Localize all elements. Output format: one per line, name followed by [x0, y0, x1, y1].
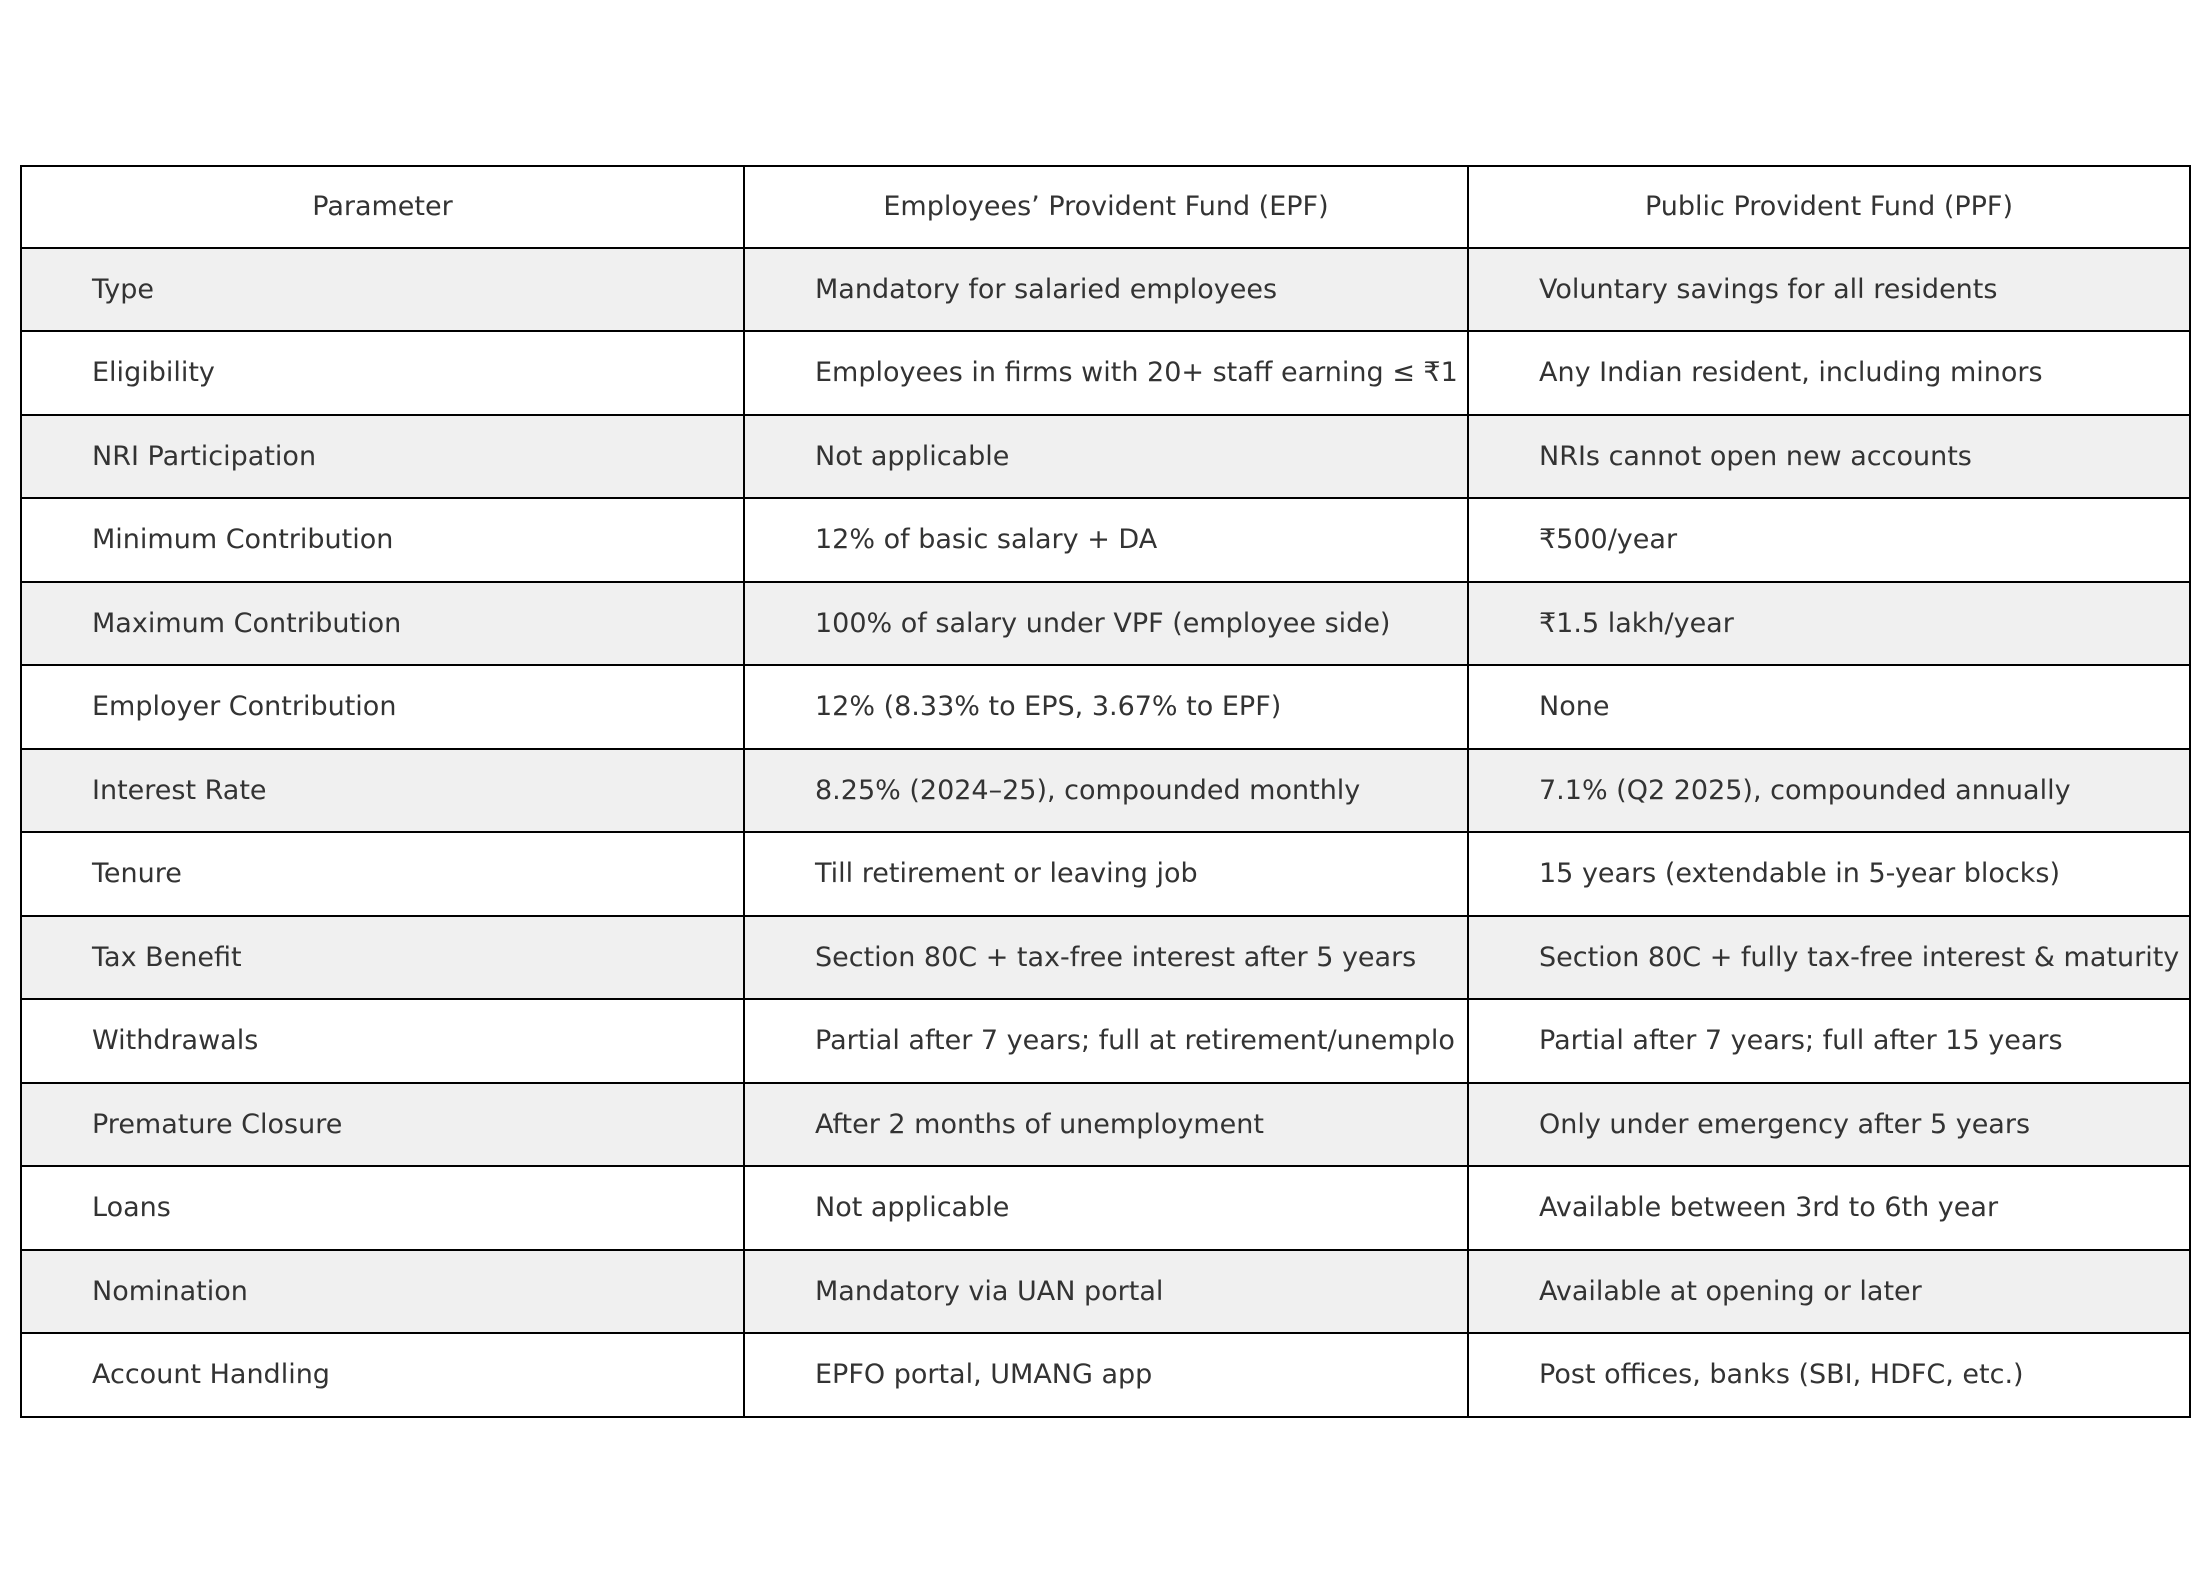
parameter-cell-text: Type — [92, 273, 155, 305]
epf-cell-text: Mandatory via UAN portal — [815, 1275, 1164, 1307]
parameter-cell — [20, 249, 745, 333]
ppf-cell — [1467, 499, 2191, 583]
table-row — [20, 583, 2191, 667]
ppf-cell — [1467, 1251, 2191, 1335]
epf-cell-text: Partial after 7 years; full at retirement/unemplo — [815, 1025, 1455, 1057]
epf-cell — [743, 416, 1469, 500]
epf-cell-text: After 2 months of unemployment — [815, 1108, 1264, 1140]
ppf-cell — [1467, 1334, 2191, 1418]
parameter-cell — [20, 1084, 745, 1168]
table-row — [20, 416, 2191, 500]
parameter-cell — [20, 1000, 745, 1084]
ppf-cell-text: None — [1539, 691, 1610, 723]
table-row — [20, 249, 2191, 333]
epf-cell — [743, 917, 1469, 1001]
ppf-cell — [1467, 332, 2191, 416]
ppf-cell — [1467, 249, 2191, 333]
header-label: Parameter — [312, 191, 453, 223]
comparison-table — [20, 165, 2191, 1418]
parameter-cell — [20, 833, 745, 917]
epf-cell-text: 12% (8.33% to EPS, 3.67% to EPF) — [815, 691, 1282, 723]
parameter-cell-text: Nomination — [92, 1275, 248, 1307]
table-body — [20, 249, 2191, 1418]
ppf-cell — [1467, 416, 2191, 500]
epf-cell — [743, 1251, 1469, 1335]
epf-cell-text: Till retirement or leaving job — [815, 858, 1198, 890]
ppf-cell-text: 7.1% (Q2 2025), compounded annually — [1539, 774, 2071, 806]
parameter-cell — [20, 1167, 745, 1251]
parameter-cell — [20, 917, 745, 1001]
epf-cell-text: Not applicable — [815, 1192, 1010, 1224]
header-cell-parameter — [20, 165, 745, 249]
epf-cell-text: Not applicable — [815, 440, 1010, 472]
header-cell-epf — [743, 165, 1469, 249]
epf-cell-text: Section 80C + tax-free interest after 5 years — [815, 941, 1417, 973]
epf-cell — [743, 1167, 1469, 1251]
table-row — [20, 1000, 2191, 1084]
table-row — [20, 750, 2191, 834]
ppf-cell — [1467, 833, 2191, 917]
parameter-cell — [20, 666, 745, 750]
ppf-cell-text: Partial after 7 years; full after 15 years — [1539, 1025, 2063, 1057]
ppf-cell-text: Available at opening or later — [1539, 1275, 1922, 1307]
parameter-cell-text: Interest Rate — [92, 774, 267, 806]
header-label: Public Provident Fund (PPF) — [1645, 191, 2013, 223]
ppf-cell-text: Section 80C + fully tax-free interest & maturity — [1539, 941, 2180, 973]
ppf-cell — [1467, 917, 2191, 1001]
ppf-cell — [1467, 750, 2191, 834]
parameter-cell-text: Employer Contribution — [92, 691, 397, 723]
parameter-cell-text: Loans — [92, 1192, 171, 1224]
ppf-cell — [1467, 666, 2191, 750]
table-row — [20, 1084, 2191, 1168]
ppf-cell-text: NRIs cannot open new accounts — [1539, 440, 1972, 472]
table-row — [20, 1334, 2191, 1418]
parameter-cell-text: Premature Closure — [92, 1108, 343, 1140]
epf-cell — [743, 332, 1469, 416]
parameter-cell — [20, 1251, 745, 1335]
epf-cell-text: EPFO portal, UMANG app — [815, 1359, 1153, 1391]
epf-cell-text: 12% of basic salary + DA — [815, 524, 1158, 556]
epf-cell-text: 8.25% (2024–25), compounded monthly — [815, 774, 1361, 806]
table-row — [20, 1251, 2191, 1335]
epf-cell — [743, 833, 1469, 917]
table-row — [20, 666, 2191, 750]
epf-cell-text: Employees in firms with 20+ staff earning ≤ ₹1 — [815, 357, 1458, 389]
epf-cell — [743, 583, 1469, 667]
epf-cell — [743, 499, 1469, 583]
parameter-cell-text: Eligibility — [92, 357, 215, 389]
epf-cell-text: Mandatory for salaried employees — [815, 273, 1278, 305]
epf-cell — [743, 1000, 1469, 1084]
table-row — [20, 499, 2191, 583]
parameter-cell — [20, 750, 745, 834]
ppf-cell-text: ₹1.5 lakh/year — [1539, 607, 1734, 639]
parameter-cell-text: Tenure — [92, 858, 182, 890]
epf-cell — [743, 249, 1469, 333]
ppf-cell — [1467, 583, 2191, 667]
ppf-cell-text: Post offices, banks (SBI, HDFC, etc.) — [1539, 1359, 2024, 1391]
epf-cell — [743, 750, 1469, 834]
parameter-cell — [20, 583, 745, 667]
parameter-cell-text: NRI Participation — [92, 440, 317, 472]
table-header-row — [20, 165, 2191, 249]
parameter-cell-text: Account Handling — [92, 1359, 330, 1391]
ppf-cell-text: Available between 3rd to 6th year — [1539, 1192, 1999, 1224]
epf-cell — [743, 666, 1469, 750]
ppf-cell-text: ₹500/year — [1539, 524, 1678, 556]
parameter-cell — [20, 416, 745, 500]
parameter-cell-text: Tax Benefit — [92, 941, 242, 973]
table-row — [20, 917, 2191, 1001]
table-row — [20, 833, 2191, 917]
epf-cell — [743, 1334, 1469, 1418]
ppf-cell-text: Only under emergency after 5 years — [1539, 1108, 2031, 1140]
parameter-cell-text: Maximum Contribution — [92, 607, 402, 639]
epf-cell-text: 100% of salary under VPF (employee side) — [815, 607, 1391, 639]
parameter-cell-text: Withdrawals — [92, 1025, 259, 1057]
header-cell-ppf — [1467, 165, 2191, 249]
parameter-cell — [20, 332, 745, 416]
parameter-cell — [20, 499, 745, 583]
table-row — [20, 332, 2191, 416]
ppf-cell-text: 15 years (extendable in 5-year blocks) — [1539, 858, 2061, 890]
ppf-cell — [1467, 1084, 2191, 1168]
ppf-cell — [1467, 1167, 2191, 1251]
parameter-cell — [20, 1334, 745, 1418]
ppf-cell-text: Any Indian resident, including minors — [1539, 357, 2043, 389]
epf-cell — [743, 1084, 1469, 1168]
ppf-cell-text: Voluntary savings for all residents — [1539, 273, 1998, 305]
parameter-cell-text: Minimum Contribution — [92, 524, 394, 556]
ppf-cell — [1467, 1000, 2191, 1084]
header-label: Employees’ Provident Fund (EPF) — [883, 191, 1329, 223]
table-row — [20, 1167, 2191, 1251]
